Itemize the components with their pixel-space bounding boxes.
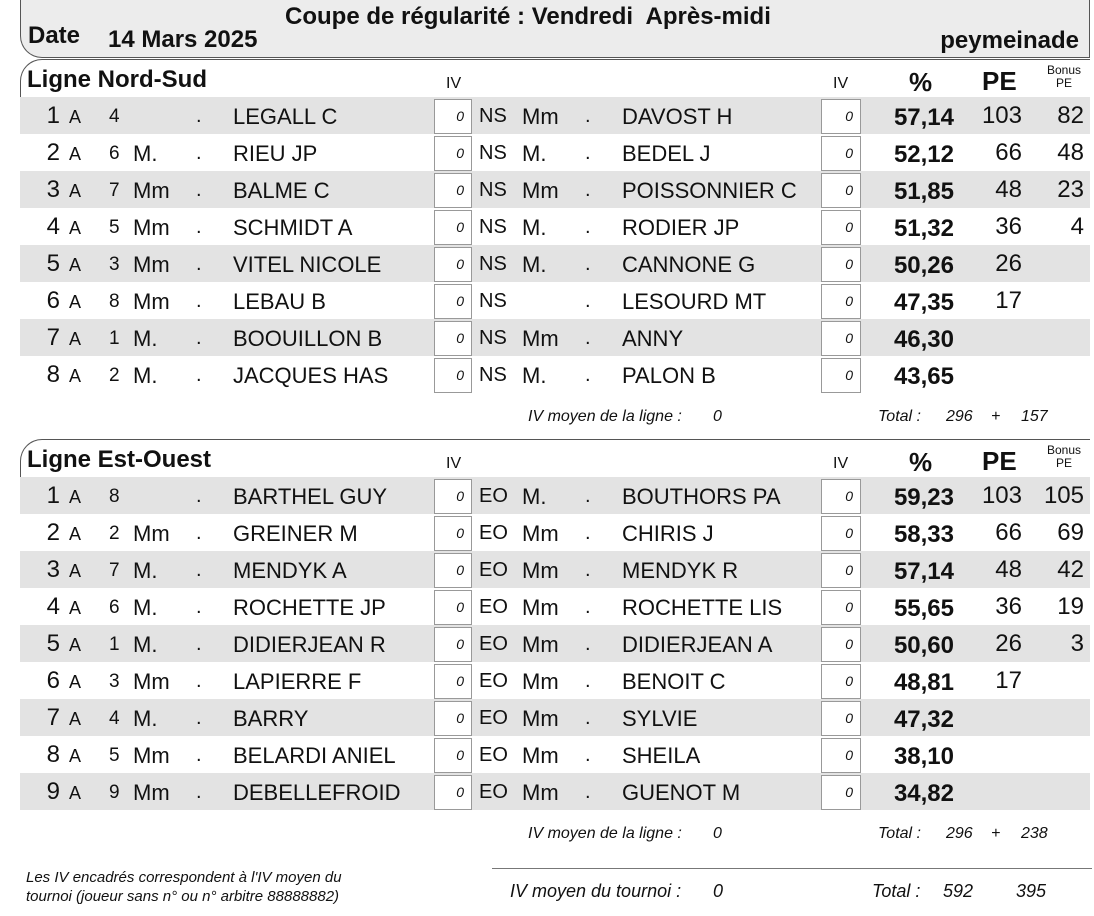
dot-2: . [585,364,591,386]
rank: 6 [46,287,60,314]
iv-2-box: 0 [821,284,861,319]
dot-1: . [196,744,202,766]
bonus-pe: 3 [1070,630,1084,657]
iv-2-box: 0 [821,210,861,245]
iv-2-box: 0 [821,738,861,773]
table-number: 3 [109,254,120,275]
percentage: 47,32 [893,706,954,733]
civility-2: Mm [522,558,559,583]
direction: NS [479,216,507,238]
table-row [20,356,1090,393]
pe-points: 26 [995,630,1022,657]
player-2-name: BOUTHORS PA [622,484,781,509]
player-1-name: GREINER M [233,521,358,546]
percentage: 52,12 [893,141,954,168]
iv-2-box: 0 [821,516,861,551]
footer-note [26,868,342,906]
direction: EO [479,485,508,507]
table-row [20,625,1090,662]
player-1-name: BALME C [233,178,330,203]
table-number: 1 [109,328,120,349]
percentage: 59,23 [893,484,954,511]
ns-total-plus: + [991,408,1001,425]
col-bonus-header [1036,64,1092,90]
civility-1: M. [133,558,158,583]
flight-letter: A [69,181,82,201]
table-row [20,588,1090,625]
rank: 1 [46,102,60,129]
pe-points: 66 [995,519,1022,546]
bonus-pe: 4 [1070,213,1084,240]
player-1-name: JACQUES HAS [233,363,389,388]
page-title: Coupe de régularité : Vendredi Après-midi [285,3,771,30]
footer-total-label: Total : [872,881,921,901]
iv-2-box: 0 [821,136,861,171]
bonus-pe: 48 [1057,139,1084,166]
iv-1-box: 0 [434,99,472,134]
dot-2: . [585,290,591,312]
civility-2: Mm [522,706,559,731]
direction: NS [479,142,507,164]
table-row [20,282,1090,319]
civility-2: Mm [522,743,559,768]
dot-2: . [585,105,591,127]
bonus-line1: Bonus [1046,63,1082,77]
player-2-name: BENOIT C [622,669,726,694]
dot-1: . [196,253,202,275]
civility-2: M. [522,363,547,388]
civility-1: Mm [133,252,170,277]
direction: EO [479,744,508,766]
iv-1-box: 0 [434,775,472,810]
table-number: 6 [109,597,120,618]
iv-1-box: 0 [434,590,472,625]
civility-2: Mm [522,780,559,805]
player-1-name: LEGALL C [233,104,338,129]
flight-letter: A [69,218,82,238]
table-number: 8 [109,486,120,507]
footer-total-pe: 592 [943,881,974,901]
percentage: 57,14 [893,558,954,585]
flight-letter: A [69,635,82,655]
civility-1: Mm [133,178,170,203]
iv-1-box: 0 [434,516,472,551]
col-iv1-header: IV [446,455,462,472]
player-2-name: ANNY [622,326,684,351]
player-2-name: SHEILA [622,743,701,768]
col-iv1-header: IV [446,75,462,92]
iv-1-box: 0 [434,247,472,282]
civility-1: M. [133,326,158,351]
percentage: 47,35 [893,289,954,316]
direction: NS [479,327,507,349]
direction: NS [479,179,507,201]
rank: 5 [46,630,60,657]
footer-iv-label: IV moyen du tournoi : [510,881,682,901]
iv-1-box: 0 [434,553,472,588]
col-bonus-header [1036,444,1092,470]
col-iv2-header: IV [833,455,849,472]
iv-1-box: 0 [434,627,472,662]
bonus-pe: 42 [1057,556,1084,583]
dot-2: . [585,670,591,692]
civility-2: Mm [522,178,559,203]
player-1-name: DIDIERJEAN R [233,632,386,657]
ns-total-bonus: 157 [1021,408,1048,425]
bonus-pe: 105 [1043,482,1084,509]
pe-points: 66 [995,139,1022,166]
rank: 1 [46,482,60,509]
civility-1: Mm [133,289,170,314]
table-number: 1 [109,634,120,655]
dot-1: . [196,522,202,544]
dot-2: . [585,179,591,201]
table-number: 9 [109,782,120,803]
percentage: 43,65 [893,363,954,390]
rank: 4 [46,213,60,240]
table-row [20,97,1090,134]
player-2-name: SYLVIE [622,706,698,731]
dot-1: . [196,559,202,581]
rank: 3 [46,556,60,583]
dot-2: . [585,596,591,618]
player-1-name: LEBAU B [233,289,326,314]
player-2-name: CHIRIS J [622,521,714,546]
iv-1-box: 0 [434,321,472,356]
dot-2: . [585,559,591,581]
date-value: 14 Mars 2025 [108,26,258,53]
dot-2: . [585,485,591,507]
table-row [20,245,1090,282]
player-2-name: GUENOT M [622,780,741,805]
dot-1: . [196,216,202,238]
date-label: Date [28,22,81,49]
rank: 8 [46,361,60,388]
eo-total-pe: 296 [946,825,973,842]
iv-1-box: 0 [434,358,472,393]
eo-iv-moyen-label: IV moyen de la ligne : [528,825,682,842]
iv-2-box: 0 [821,247,861,282]
table-row [20,514,1090,551]
civility-2: M. [522,252,547,277]
civility-2: Mm [522,521,559,546]
iv-1-box: 0 [434,479,472,514]
table-number: 7 [109,180,120,201]
table-number: 2 [109,365,120,386]
dot-1: . [196,142,202,164]
pe-points: 36 [995,213,1022,240]
rank: 4 [46,593,60,620]
civility-1: M. [133,632,158,657]
flight-letter: A [69,524,82,544]
player-2-name: ROCHETTE LIS [622,595,783,620]
player-2-name: POISSONNIER C [622,178,797,203]
flight-letter: A [69,255,82,275]
flight-letter: A [69,783,82,803]
dot-2: . [585,142,591,164]
percentage: 34,82 [893,780,954,807]
footer-iv-value: 0 [713,881,724,901]
footer-total-bonus: 395 [1016,881,1047,901]
dot-1: . [196,670,202,692]
direction: EO [479,522,508,544]
pe-points: 48 [995,556,1022,583]
direction: NS [479,105,507,127]
section-title-ns: Ligne Nord-Sud [27,66,207,93]
table-number: 3 [109,671,120,692]
civility-1: M. [133,363,158,388]
dot-1: . [196,781,202,803]
iv-1-box: 0 [434,701,472,736]
bonus-pe: 69 [1057,519,1084,546]
dot-1: . [196,633,202,655]
flight-letter: A [69,107,82,127]
dot-2: . [585,216,591,238]
table-row [20,171,1090,208]
flight-letter: A [69,487,82,507]
flight-letter: A [69,709,82,729]
ns-iv-moyen-label: IV moyen de la ligne : [528,408,682,425]
footer-note-line2: tournoi (joueur sans n° ou n° arbitre 88888882) [26,888,340,905]
dot-2: . [585,522,591,544]
footer-divider [492,868,1092,869]
bonus-pe: 23 [1057,176,1084,203]
pe-points: 17 [995,287,1022,314]
civility-2: Mm [522,669,559,694]
iv-2-box: 0 [821,590,861,625]
flight-letter: A [69,598,82,618]
direction: NS [479,290,507,312]
player-1-name: MENDYK A [233,558,347,583]
flight-letter: A [69,292,82,312]
player-1-name: BOOUILLON B [233,326,383,351]
player-1-name: BARTHEL GUY [233,484,388,509]
section-title-eo: Ligne Est-Ouest [27,446,212,473]
table-row [20,699,1090,736]
percentage: 48,81 [893,669,954,696]
table-number: 6 [109,143,120,164]
eo-total-label: Total : [878,825,921,842]
flight-letter: A [69,746,82,766]
iv-2-box: 0 [821,553,861,588]
civility-1: Mm [133,780,170,805]
bonus-line1: Bonus [1046,443,1082,457]
civility-2: M. [522,141,547,166]
dot-2: . [585,744,591,766]
dot-1: . [196,485,202,507]
player-2-name: BEDEL J [622,141,711,166]
percentage: 50,60 [893,632,954,659]
pe-points: 36 [995,593,1022,620]
col-pe-header: PE [982,446,1017,476]
iv-2-box: 0 [821,358,861,393]
iv-1-box: 0 [434,738,472,773]
percentage: 51,32 [893,215,954,242]
flight-letter: A [69,672,82,692]
iv-1-box: 0 [434,173,472,208]
dot-1: . [196,290,202,312]
dot-2: . [585,707,591,729]
civility-2: Mm [522,326,559,351]
percentage: 58,33 [893,521,954,548]
player-2-name: RODIER JP [622,215,740,240]
iv-2-box: 0 [821,99,861,134]
flight-letter: A [69,366,82,386]
bonus-line2: PE [1055,76,1072,90]
dot-1: . [196,707,202,729]
col-pe-header: PE [982,66,1017,96]
eo-total-bonus: 238 [1021,825,1048,842]
direction: EO [479,670,508,692]
civility-2: M. [522,215,547,240]
player-1-name: SCHMIDT A [233,215,353,240]
iv-2-box: 0 [821,775,861,810]
table-row [20,662,1090,699]
percentage: 46,30 [893,326,954,353]
player-1-name: LAPIERRE F [233,669,362,694]
civility-1: Mm [133,215,170,240]
dot-1: . [196,364,202,386]
bonus-line2: PE [1055,456,1072,470]
col-pct-header: % [909,67,933,97]
iv-1-box: 0 [434,136,472,171]
iv-2-box: 0 [821,321,861,356]
civility-1: M. [133,595,158,620]
table-row [20,477,1090,514]
direction: EO [479,633,508,655]
iv-2-box: 0 [821,479,861,514]
civility-1: M. [133,706,158,731]
section-header-eo [0,439,1094,479]
iv-2-box: 0 [821,664,861,699]
player-2-name: MENDYK R [622,558,739,583]
pe-points: 48 [995,176,1022,203]
percentage: 51,85 [893,178,954,205]
pe-points: 103 [981,102,1022,129]
table-number: 5 [109,217,120,238]
player-2-name: DIDIERJEAN A [622,632,773,657]
bonus-pe: 82 [1057,102,1084,129]
iv-1-box: 0 [434,210,472,245]
bonus-pe: 19 [1057,593,1084,620]
iv-1-box: 0 [434,284,472,319]
iv-2-box: 0 [821,701,861,736]
table-number: 5 [109,745,120,766]
civility-1: Mm [133,743,170,768]
pe-points: 26 [995,250,1022,277]
flight-letter: A [69,329,82,349]
section-header-ns [0,59,1094,99]
col-iv2-header: IV [833,75,849,92]
ns-total-pe: 296 [946,408,973,425]
direction: NS [479,253,507,275]
eo-total-plus: + [991,825,1001,842]
rank: 9 [46,778,60,805]
civility-1: M. [133,141,158,166]
direction: NS [479,364,507,386]
iv-2-box: 0 [821,173,861,208]
civility-2: M. [522,484,547,509]
club-name: peymeinade [940,27,1079,54]
player-1-name: RIEU JP [233,141,318,166]
ns-total-label: Total : [878,408,921,425]
dot-1: . [196,105,202,127]
dot-2: . [585,781,591,803]
dot-2: . [585,327,591,349]
dot-2: . [585,253,591,275]
dot-1: . [196,596,202,618]
eo-iv-moyen-value: 0 [713,825,722,842]
col-pct-header: % [909,447,933,477]
player-2-name: PALON B [622,363,716,388]
percentage: 57,14 [893,104,954,131]
rank: 2 [46,519,60,546]
player-1-name: VITEL NICOLE [233,252,382,277]
rank: 5 [46,250,60,277]
rank: 3 [46,176,60,203]
player-1-name: ROCHETTE JP [233,595,386,620]
table-row [20,134,1090,171]
rank: 2 [46,139,60,166]
player-1-name: BARRY [233,706,309,731]
percentage: 38,10 [893,743,954,770]
table-row [20,551,1090,588]
civility-2: Mm [522,595,559,620]
table-number: 8 [109,291,120,312]
dot-2: . [585,633,591,655]
percentage: 55,65 [893,595,954,622]
footer-note-line1: Les IV encadrés correspondent à l'IV moyen du [26,869,342,886]
player-1-name: DEBELLEFROID [233,780,401,805]
table-number: 2 [109,523,120,544]
table-row [20,736,1090,773]
ns-iv-moyen-value: 0 [713,408,722,425]
percentage: 50,26 [893,252,954,279]
rank: 6 [46,667,60,694]
pe-points: 17 [995,667,1022,694]
table-number: 7 [109,560,120,581]
player-2-name: DAVOST H [622,104,733,129]
direction: EO [479,707,508,729]
pe-points: 103 [981,482,1022,509]
table-row [20,319,1090,356]
flight-letter: A [69,144,82,164]
player-2-name: LESOURD MT [622,289,767,314]
table-number: 4 [109,708,120,729]
civility-1: Mm [133,669,170,694]
direction: EO [479,781,508,803]
table-row [20,208,1090,245]
table-number: 4 [109,106,120,127]
rank: 7 [46,324,60,351]
direction: EO [479,559,508,581]
table-row [20,773,1090,810]
flight-letter: A [69,561,82,581]
civility-2: Mm [522,632,559,657]
rank: 7 [46,704,60,731]
rank: 8 [46,741,60,768]
player-2-name: CANNONE G [622,252,756,277]
dot-1: . [196,327,202,349]
iv-2-box: 0 [821,627,861,662]
dot-1: . [196,179,202,201]
iv-1-box: 0 [434,664,472,699]
civility-2: Mm [522,104,559,129]
civility-1: Mm [133,521,170,546]
direction: EO [479,596,508,618]
player-1-name: BELARDI ANIEL [233,743,396,768]
